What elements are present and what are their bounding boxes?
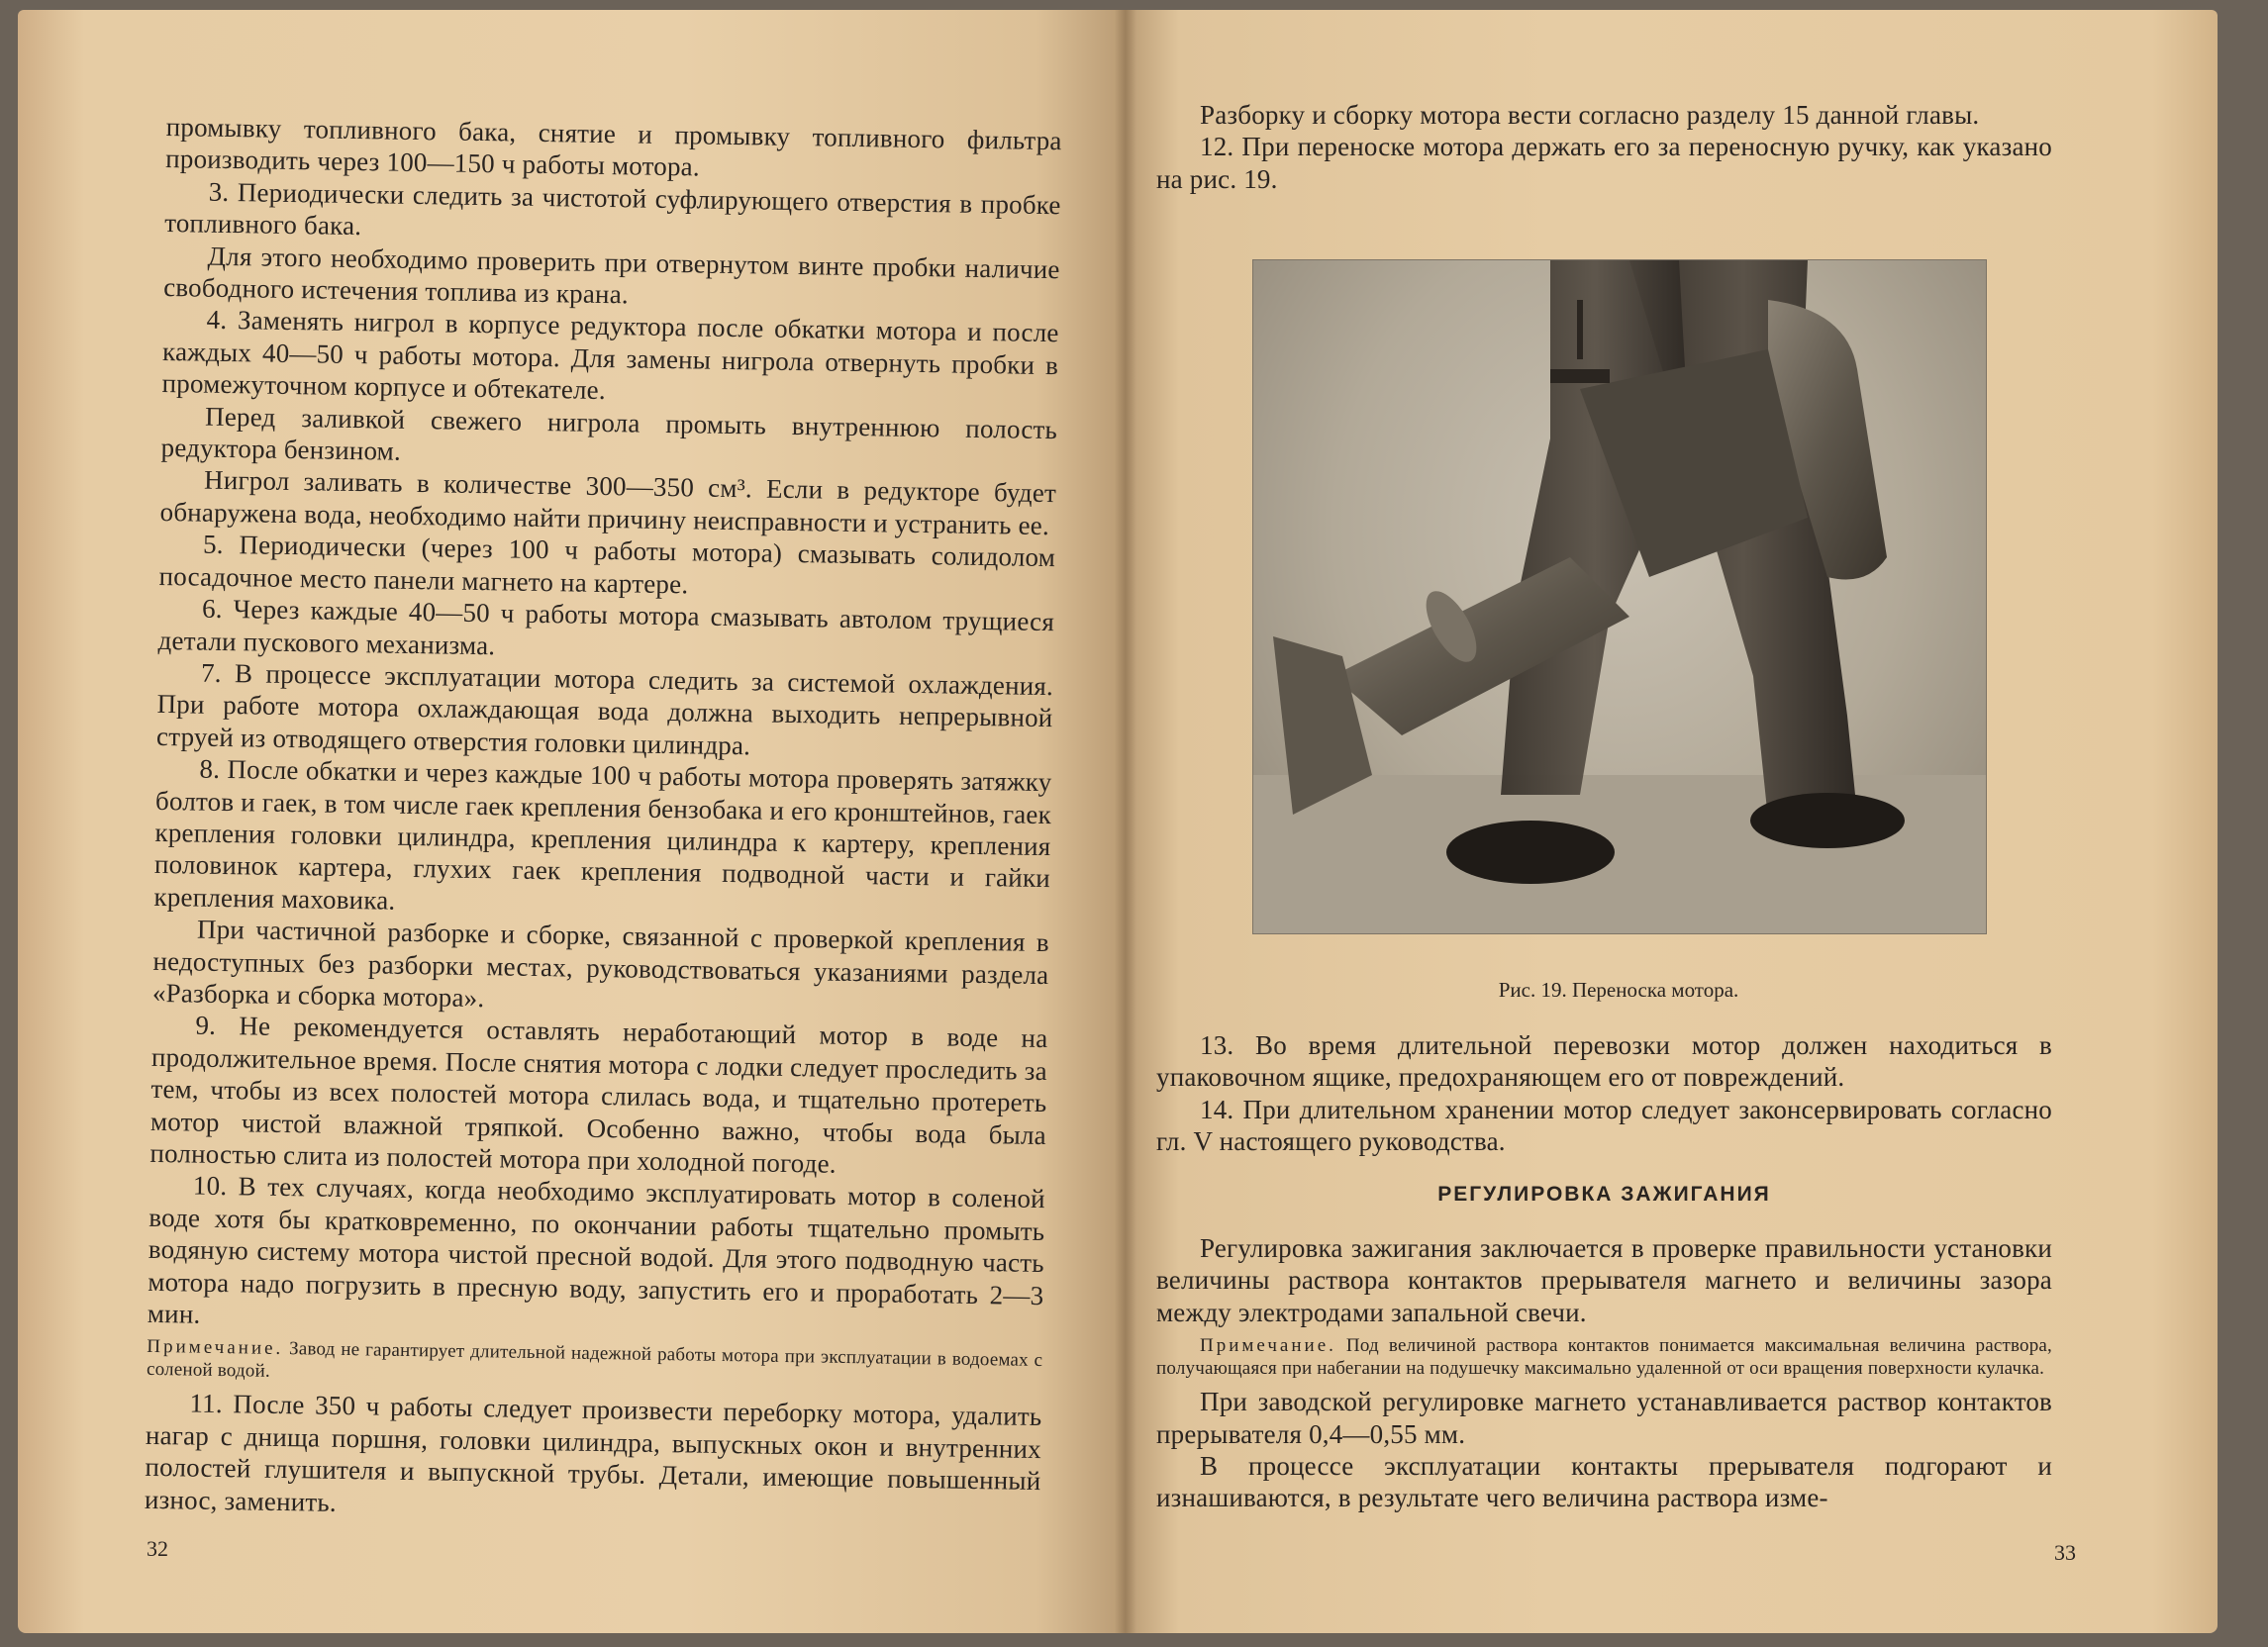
- paragraph: 3. Периодически следить за чистотой суфлирующего отверстия в пробке топливного бака.: [163, 176, 1061, 242]
- page-number-left: 32: [147, 1536, 168, 1561]
- figure-caption: Рис. 19. Переноска мотора.: [1498, 978, 1739, 1002]
- paragraph: 8. После обкатки и через каждые 100 ч работы мотора проверять затяжку болтов и гаек, в том числе гаек крепления бензобака и его кронштейнов, гаек крепления головки цилиндра, крепления цилиндра к картеру, крепления половинок картера, глухих гаек крепления подводной части и гайки крепления маховика.: [153, 753, 1052, 916]
- paragraph: 9. Не рекомендуется оставлять неработающий мотор в воде на продолжительное время. После снятия мотора с лодки следует проследить за тем, чтобы из всех полостей мотора слилась вода, и тщательно протереть мотор чистой влажной тряпкой. Особенно важно, чтобы вода была полностью слита из полостей мотора при холодной погоде.: [149, 1010, 1048, 1179]
- left-page-text: [145, 111, 1062, 1529]
- paragraph: При заводской регулировке магнето устанавливается раствор контактов прерывателя 0,4—0,55 мм.: [1156, 1387, 2052, 1449]
- paragraph: 6. Через каждые 40—50 ч работы мотора смазывать автолом трущиеся детали пускового механизма.: [157, 593, 1055, 660]
- paragraph: При частичной разборке и сборке, связанной с проверкой крепления в недоступных без разборки местах, руководствоваться указаниями раздела «Разборка и сборка мотора».: [151, 914, 1050, 1014]
- paragraph: 11. После 350 ч работы следует произвести переборку мотора, удалить нагар с днища поршня, головки цилиндра, выпускных окон и внутренних полостей глушителя и выпускной трубы. Детали, имеющие повышенный износ, заменить.: [144, 1388, 1042, 1517]
- right-note: [1156, 1334, 2052, 1380]
- right-bottom-paragraphs: [1156, 1386, 2052, 1514]
- section-paragraph: Регулировка зажигания заключается в проверке правильности установки величины раствора контактов прерывателя магнето и величины зазора между электродами запальной свечи.: [1156, 1233, 2052, 1327]
- paragraph: В процессе эксплуатации контакты прерывателя подгорают и изнашиваются, в результате чего величина раствора изме-: [1156, 1451, 2052, 1513]
- motor-carry-illustration: [1253, 260, 1986, 933]
- figure-19-photo: [1252, 259, 1987, 934]
- book-gutter: [1115, 10, 1136, 1633]
- paragraph: 14. При длительном хранении мотор следует законсервировать согласно гл. V настоящего руководства.: [1156, 1094, 2052, 1157]
- paragraph: 7. В процессе эксплуатации мотора следить за системой охлаждения. При работе мотора охлаждающая вода должна выходить непрерывной струей из отводящего отверстия головки цилиндра.: [155, 657, 1054, 761]
- paragraph: 12. При переноске мотора держать его за переносную ручку, как указано на рис. 19.: [1156, 132, 2052, 194]
- right-top-text: [1156, 99, 2052, 195]
- left-paragraphs-after: [145, 1387, 1042, 1529]
- right-mid-text: [1156, 1029, 2052, 1158]
- right-top-paragraphs: [1156, 99, 2052, 195]
- note-label: Примечание.: [1200, 1335, 1336, 1357]
- left-note: [147, 1335, 1043, 1395]
- paragraph: Разборку и сборку мотора вести согласно разделу 15 данной главы.: [1200, 100, 1980, 130]
- paragraph: 4. Заменять нигрол в корпусе редуктора после обкатки мотора и после каждых 40—50 ч работы мотора. Для замены нигрола отвернуть пробки в промежуточном корпусе и обтекателе.: [161, 305, 1059, 406]
- right-bottom-text: [1156, 1232, 2052, 1514]
- note-text: Под величиной раствора контактов понимается максимальная величина раствора, получающаяся при набегании на подушечку максимально удаленной от оси вращения поверхности кулачка.: [1156, 1335, 2052, 1380]
- page-number-right: 33: [2054, 1540, 2076, 1565]
- left-paragraphs: [148, 111, 1062, 1344]
- paragraph: Перед заливкой свежего нигрола промыть внутреннюю полость редуктора бензином.: [160, 401, 1058, 466]
- paragraph: 10. В тех случаях, когда необходимо эксплуатировать мотор в соленой воде хотя бы кратковременно, по окончании работы тщательно промыть водяную систему мотора чистой пресной водой. Для этого подводную часть мотора надо погрузить в пресную воду, запустить его и проработать 2—3 мин.: [147, 1170, 1046, 1329]
- paragraph: Нигрол заливать в количестве 300—350 см³. Если в редукторе будет обнаружена вода, необходимо найти причину неисправности и устранить ее.: [159, 465, 1057, 540]
- paragraph: 13. Во время длительной перевозки мотор должен находиться в упаковочном ящике, предохраняющем его от повреждений.: [1156, 1030, 2052, 1093]
- right-mid-paragraphs: [1156, 1029, 2052, 1158]
- note-label: Примечание.: [147, 1336, 284, 1360]
- paragraph: Для этого необходимо проверить при отвернутом винте пробки наличие свободного истечения топлива из крана.: [162, 241, 1060, 310]
- note-text: Завод не гарантирует длительной надежной работы мотора при эксплуатации в водоемах с соленой водой.: [146, 1338, 1043, 1383]
- section-heading: РЕГУЛИРОВКА ЗАЖИГАНИЯ: [1437, 1183, 1771, 1206]
- paragraph: 5. Периодически (через 100 ч работы мотора) смазывать солидолом посадочное место панели магнето на картере.: [158, 529, 1056, 600]
- paragraph: промывку топливного бака, снятие и промывку топливного фильтра производить через 100—150 ч работы мотора.: [165, 111, 1062, 182]
